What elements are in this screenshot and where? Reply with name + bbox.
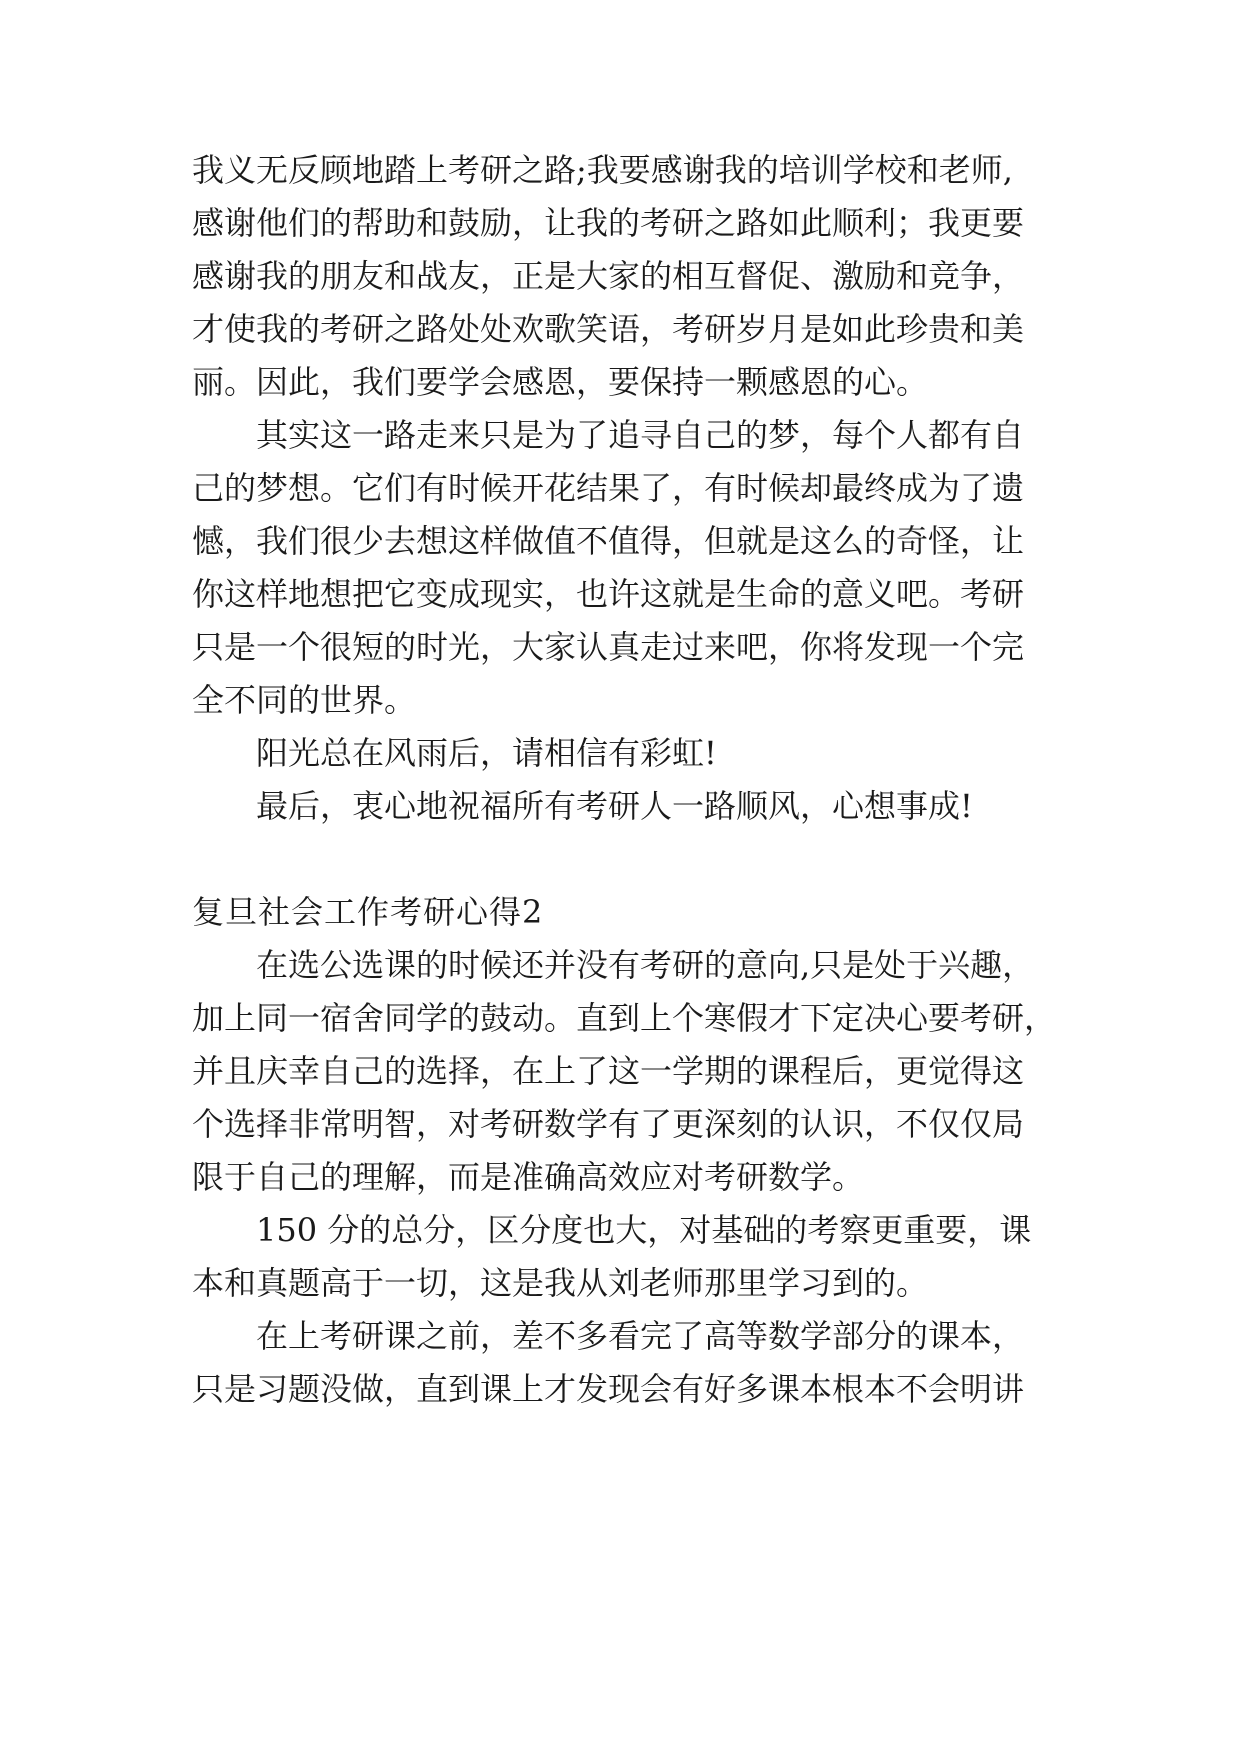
paragraph-line: 全不同的世界。 xyxy=(192,681,417,719)
paragraph-line: 阳光总在风雨后，请相信有彩虹! xyxy=(256,734,717,772)
paragraph-line: 丽。因此，我们要学会感恩，要保持一颗感恩的心。 xyxy=(192,363,929,401)
paragraph-line: 加上同一宿舍同学的鼓动。直到上个寒假才下定决心要考研， xyxy=(192,999,1057,1037)
paragraph-line: 150 分的总分，区分度也大，对基础的考察更重要，课 xyxy=(256,1211,1032,1249)
paragraph-line: 限于自己的理解，而是准确高效应对考研数学。 xyxy=(192,1158,865,1196)
paragraph-line: 憾，我们很少去想这样做值不值得，但就是这么的奇怪，让 xyxy=(192,522,1025,560)
paragraph-line: 只是一个很短的时光，大家认真走过来吧，你将发现一个完 xyxy=(192,628,1025,666)
paragraph-line: 才使我的考研之路处处欢歌笑语，考研岁月是如此珍贵和美 xyxy=(192,310,1025,348)
paragraph-line: 我义无反顾地踏上考研之路;我要感谢我的培训学校和老师, xyxy=(192,151,1013,189)
paragraph-line: 只是习题没做，直到课上才发现会有好多课本根本不会明讲 xyxy=(192,1370,1025,1408)
section-heading: 复旦社会工作考研心得2 xyxy=(192,893,544,931)
paragraph-line: 感谢他们的帮助和鼓励，让我的考研之路如此顺利；我更要 xyxy=(192,204,1025,242)
paragraph-line: 己的梦想。它们有时候开花结果了，有时候却最终成为了遗 xyxy=(192,469,1025,507)
paragraph-line: 本和真题高于一切，这是我从刘老师那里学习到的。 xyxy=(192,1264,929,1302)
paragraph-line: 最后，衷心地祝福所有考研人一路顺风，心想事成! xyxy=(256,787,973,825)
paragraph-line: 你这样地想把它变成现实，也许这就是生命的意义吧。考研 xyxy=(192,575,1025,613)
paragraph-line: 其实这一路走来只是为了追寻自己的梦，每个人都有自 xyxy=(256,416,1025,454)
paragraph-line: 并且庆幸自己的选择，在上了这一学期的课程后，更觉得这 xyxy=(192,1052,1025,1090)
paragraph-line: 在上考研课之前，差不多看完了高等数学部分的课本， xyxy=(256,1317,1025,1355)
paragraph-line: 感谢我的朋友和战友，正是大家的相互督促、激励和竞争， xyxy=(192,257,1025,295)
paragraph-line: 在选公选课的时候还并没有考研的意向,只是处于兴趣， xyxy=(256,946,1035,984)
paragraph-line: 个选择非常明智，对考研数学有了更深刻的认识，不仅仅局 xyxy=(192,1105,1025,1143)
